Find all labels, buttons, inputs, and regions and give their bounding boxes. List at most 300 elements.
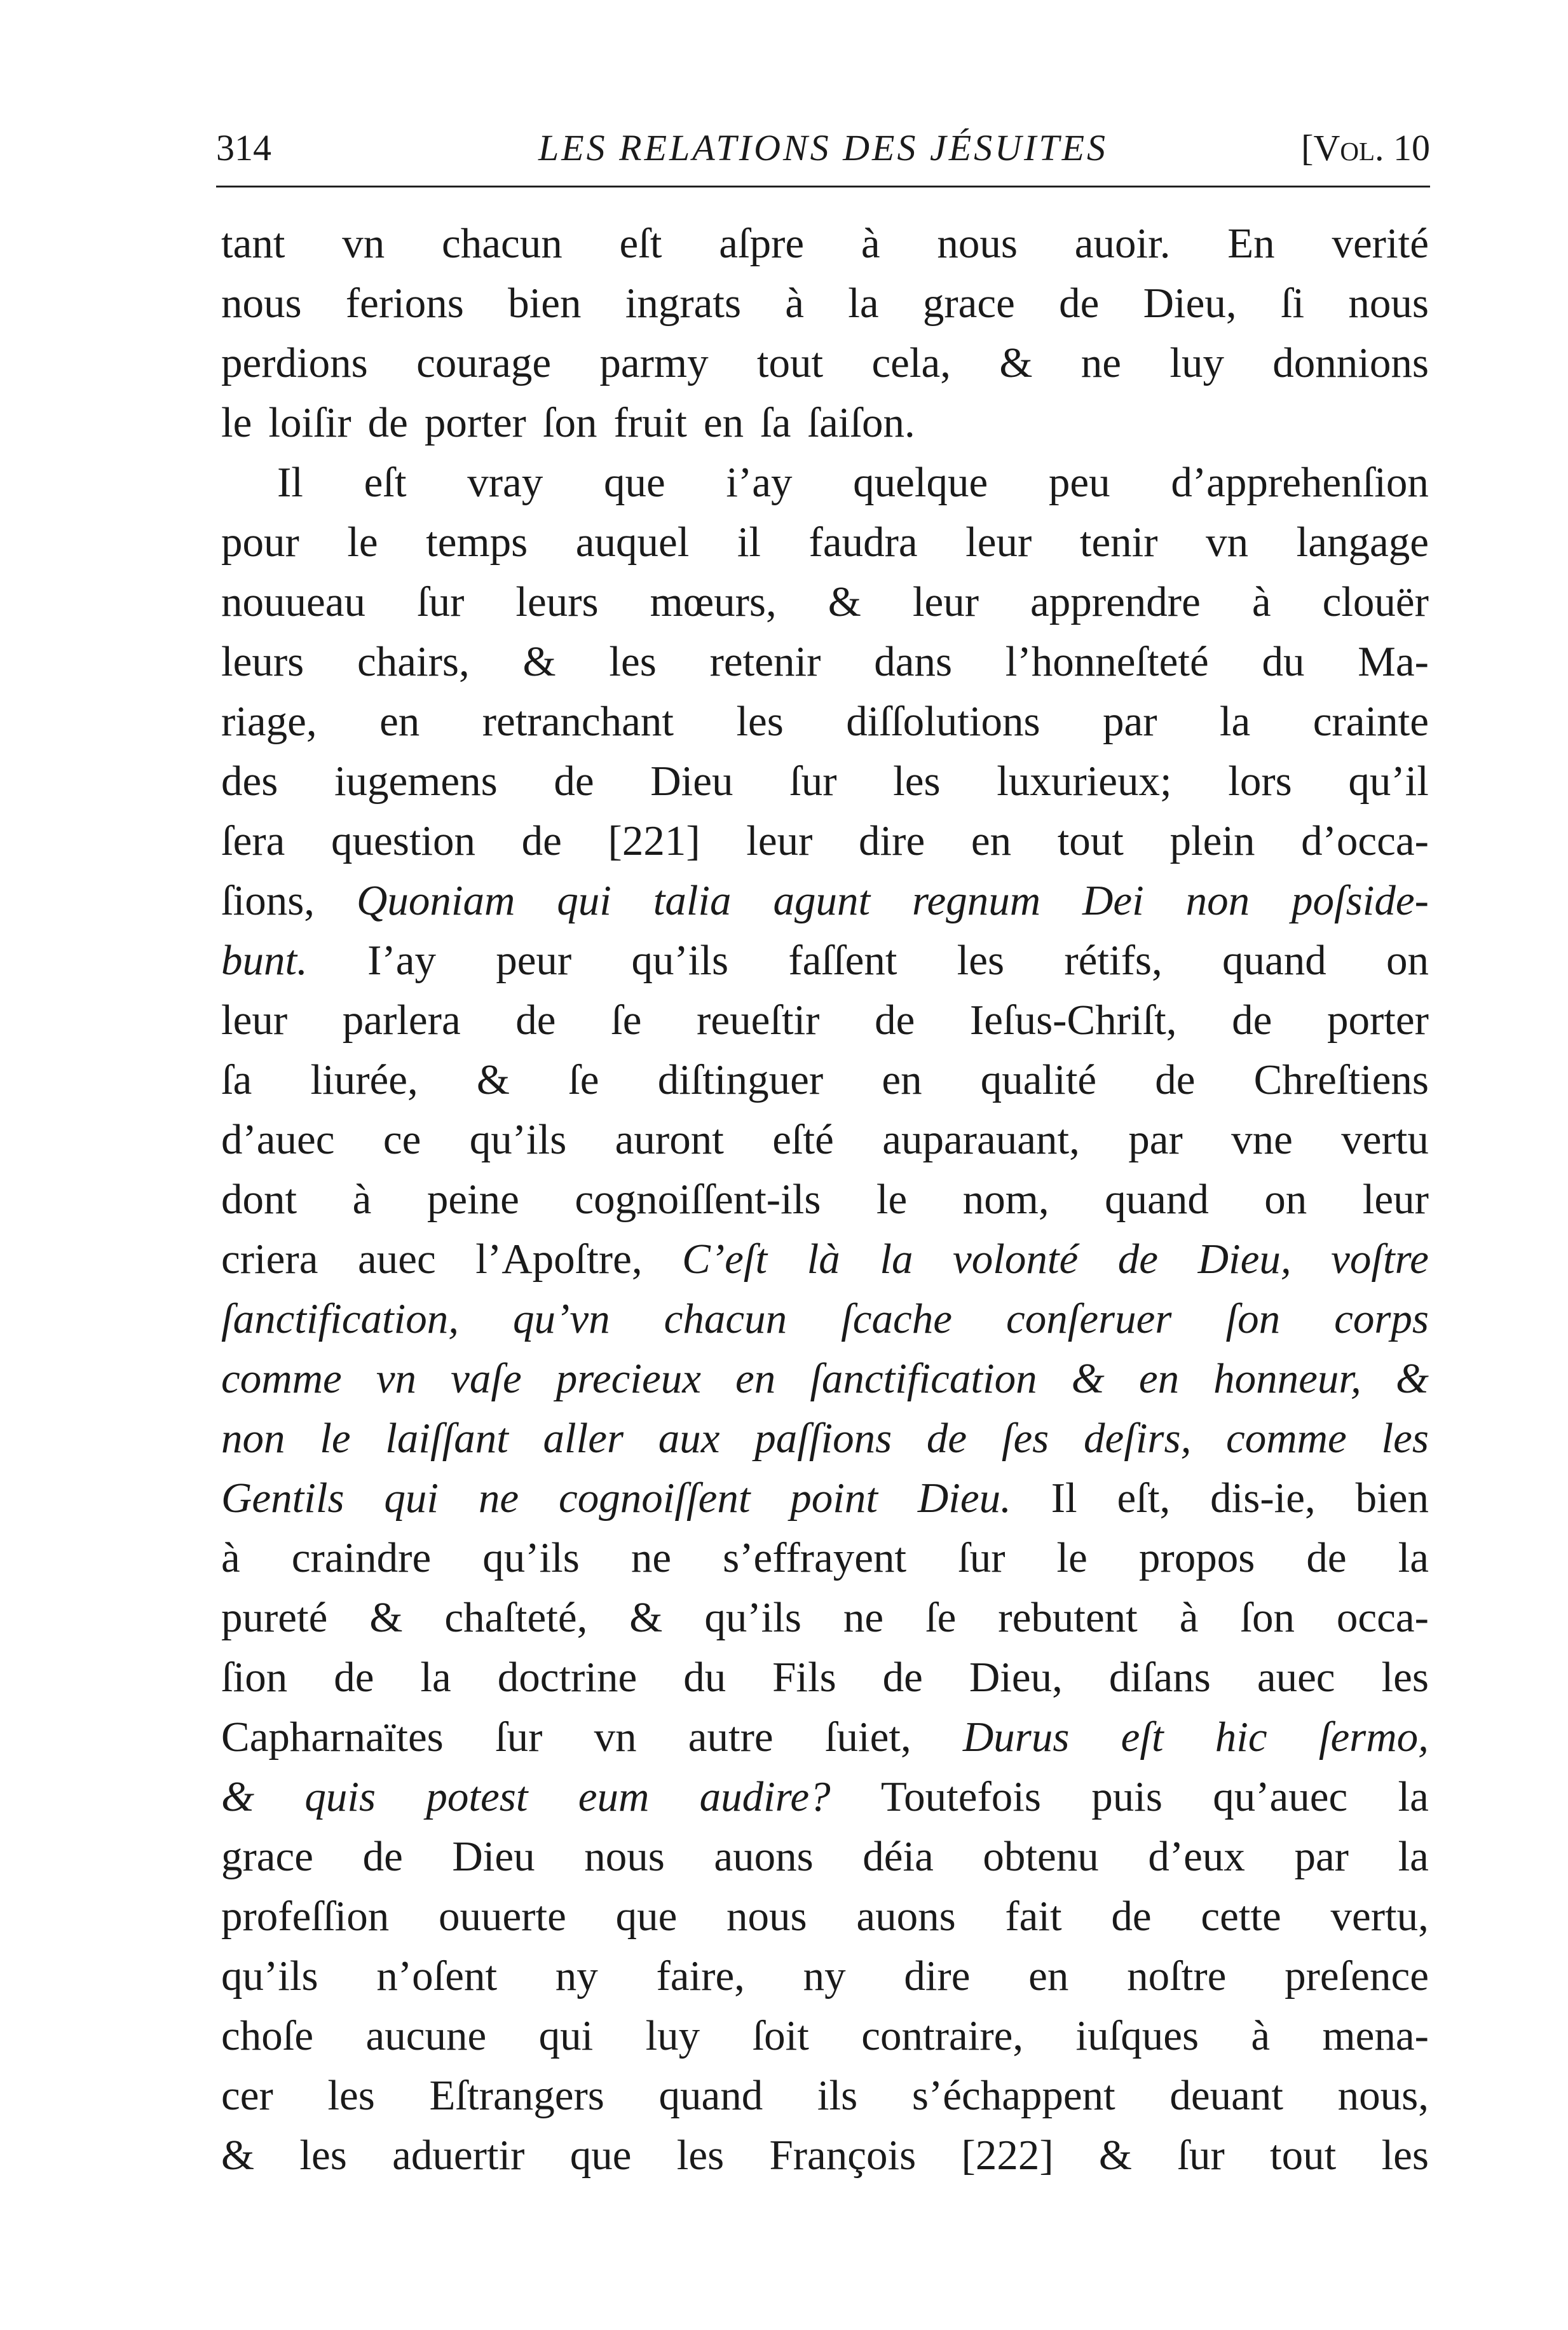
word: ne	[631, 1534, 672, 1581]
word: &	[1395, 1355, 1429, 1402]
word: peu	[1048, 459, 1110, 506]
word: poſside-	[1292, 877, 1429, 924]
text-line	[221, 1886, 1429, 1946]
word: preſence	[1285, 1952, 1429, 2000]
word: ſcache	[841, 1295, 952, 1342]
word: hic	[1215, 1713, 1267, 1761]
word: &	[999, 339, 1033, 386]
word: nous	[221, 280, 302, 327]
word: quis	[304, 1773, 376, 1820]
word: la	[1398, 1833, 1429, 1880]
word: faudra	[808, 519, 918, 566]
word: ſur	[958, 1534, 1006, 1581]
word: quand	[658, 2072, 763, 2119]
word: rétifs,	[1064, 937, 1162, 984]
word: Ieſus-Chriſt,	[969, 997, 1177, 1044]
word: cela,	[871, 339, 951, 386]
word: Dieu	[452, 1833, 535, 1880]
text-line	[221, 453, 1429, 512]
word: ſon	[1240, 1594, 1295, 1641]
word: leurs	[221, 638, 304, 685]
word: ouuerte	[438, 1893, 566, 1940]
word: potest	[426, 1773, 528, 1820]
text-line	[221, 990, 1429, 1050]
word: non	[1185, 877, 1250, 924]
word: dire	[859, 817, 925, 864]
text-line	[221, 1528, 1429, 1588]
word: contraire,	[861, 2012, 1024, 2059]
word: bunt.	[221, 937, 308, 984]
word: profeſſion	[221, 1893, 390, 1940]
word: Ma-	[1358, 638, 1429, 685]
word: peur	[496, 937, 572, 984]
word: tout	[1057, 817, 1124, 864]
word: luy	[645, 2012, 700, 2059]
body-text	[221, 214, 1429, 2185]
word: parmy	[599, 339, 709, 386]
word: cer	[221, 2072, 273, 2119]
word: ſi	[1280, 280, 1305, 327]
word: déia	[862, 1833, 934, 1880]
word: quand	[1222, 937, 1326, 984]
word: les	[327, 2072, 375, 2119]
text-line	[221, 1169, 1429, 1229]
word: ſions,	[221, 877, 315, 924]
word: choſe	[221, 2012, 314, 2059]
word: precieux	[556, 1355, 701, 1402]
word: audire?	[699, 1773, 831, 1820]
word: à	[1251, 2012, 1271, 2059]
word: nous	[937, 220, 1018, 267]
word: &	[828, 578, 861, 625]
word: chacun	[442, 220, 562, 267]
word: C’eſt	[682, 1236, 768, 1283]
word: qu’ils	[469, 1116, 567, 1163]
word: de	[1111, 1893, 1152, 1940]
text-line	[221, 1827, 1429, 1886]
word: grace	[922, 280, 1015, 327]
word: &	[1071, 1355, 1105, 1402]
word: les	[957, 937, 1005, 984]
word: ſur	[1177, 2132, 1225, 2179]
word: vertu	[1341, 1116, 1429, 1163]
word: ſe	[611, 997, 642, 1044]
word: de	[1306, 1534, 1347, 1581]
text-line	[221, 871, 1429, 930]
word: ſanctification,	[221, 1295, 460, 1342]
word: Dieu,	[1197, 1236, 1292, 1283]
word: qui	[538, 2012, 594, 2059]
word: loiſir	[268, 399, 351, 446]
word: tout	[756, 339, 824, 386]
word: criera	[221, 1236, 318, 1283]
word: ſoit	[752, 2012, 809, 2059]
word: chairs,	[357, 638, 470, 685]
word: nom,	[962, 1176, 1049, 1223]
word: volonté	[953, 1236, 1079, 1283]
word: d’apprehenſion	[1171, 459, 1429, 506]
word: i’ay	[726, 459, 793, 506]
word: ingrats	[625, 280, 742, 327]
volume-label: [Vol. 10	[1301, 127, 1430, 168]
word: ce	[383, 1116, 421, 1163]
word: honneur,	[1213, 1355, 1361, 1402]
text-line	[221, 692, 1429, 751]
word: point	[790, 1475, 878, 1522]
word: Durus	[962, 1713, 1070, 1761]
word: ny	[555, 1952, 598, 2000]
word: perdions	[221, 339, 368, 386]
word: tant	[221, 220, 285, 267]
word: &	[629, 1594, 663, 1641]
word: question	[331, 817, 476, 864]
word: vn	[1206, 519, 1249, 566]
word: Dieu,	[969, 1654, 1063, 1701]
word: conſeruer	[1006, 1295, 1172, 1342]
word: talia	[653, 877, 732, 924]
text-line	[221, 214, 1429, 273]
word: eſt	[1121, 1713, 1164, 1761]
word: eſt	[619, 220, 662, 267]
word: de	[926, 1415, 967, 1462]
word: faire,	[656, 1952, 745, 2000]
word: nous	[726, 1893, 807, 1940]
word: retranchant	[482, 698, 674, 745]
word: ny	[803, 1952, 846, 2000]
word: Fils	[772, 1654, 836, 1701]
word: aux	[658, 1415, 720, 1462]
text-line	[221, 2125, 1429, 2185]
word: donnions	[1272, 339, 1429, 386]
word: la	[848, 280, 879, 327]
word: &	[369, 1594, 403, 1641]
word: la	[880, 1236, 913, 1283]
text-line	[221, 1229, 1429, 1289]
word: s’effrayent	[723, 1534, 907, 1581]
word: tenir	[1079, 519, 1158, 566]
text-line	[221, 1707, 1429, 1767]
word: luy	[1169, 339, 1224, 386]
word: vn	[594, 1713, 637, 1761]
text-line	[221, 1050, 1429, 1110]
word: de	[367, 399, 408, 446]
word: &	[221, 1773, 255, 1820]
word: &	[522, 638, 556, 685]
word: leurs	[515, 578, 599, 625]
word: auons	[856, 1893, 956, 1940]
word: eſt	[364, 459, 407, 506]
word: la	[1398, 1534, 1429, 1581]
word: l’honneſteté	[1005, 638, 1209, 685]
text-line	[221, 1588, 1429, 1647]
word: par	[1128, 1116, 1183, 1163]
word: liurée,	[310, 1056, 418, 1103]
word: cognoiſſent	[559, 1475, 751, 1522]
header-rule	[216, 186, 1430, 187]
word: de	[362, 1833, 403, 1880]
word: nous	[1348, 280, 1429, 327]
word: aſpre	[719, 220, 805, 267]
word: diſans	[1108, 1654, 1211, 1701]
word: eum	[578, 1773, 650, 1820]
word: riage,	[221, 698, 317, 745]
word: les	[676, 2132, 725, 2179]
word: vertu,	[1330, 1893, 1429, 1940]
page-number: 314	[216, 127, 271, 168]
text-line	[221, 811, 1429, 871]
word: mena-	[1322, 2012, 1429, 2059]
word: craindre	[291, 1534, 432, 1581]
word: par	[1294, 1833, 1349, 1880]
word: le	[347, 519, 378, 566]
word: de	[882, 1654, 923, 1701]
word: voſtre	[1331, 1236, 1429, 1283]
word: comme	[221, 1355, 342, 1402]
word: en	[882, 1056, 922, 1103]
word: auront	[615, 1116, 724, 1163]
word: mœurs,	[650, 578, 777, 625]
word: qu’ils	[482, 1534, 580, 1581]
word: deuant	[1169, 2072, 1284, 2119]
word: auparauant,	[882, 1116, 1080, 1163]
word: Il	[1051, 1475, 1077, 1522]
word: à	[785, 280, 805, 327]
word: auoir.	[1074, 220, 1171, 267]
word: le	[320, 1415, 351, 1462]
word: les	[736, 698, 784, 745]
text-line	[221, 930, 1429, 990]
word: non	[221, 1415, 285, 1462]
word: les	[1381, 2132, 1429, 2179]
word: le	[1056, 1534, 1087, 1581]
word: dire	[904, 1952, 971, 2000]
word: les	[1381, 1654, 1429, 1701]
word: rebutent	[998, 1594, 1138, 1641]
word: iugemens	[334, 758, 498, 805]
word: vray	[467, 459, 543, 506]
word: Dei	[1082, 877, 1144, 924]
word: à	[221, 1534, 240, 1581]
running-head	[216, 119, 1430, 177]
word: ſanctification	[810, 1355, 1037, 1402]
text-line	[221, 2006, 1429, 2066]
word: par	[1102, 698, 1157, 745]
word: eſté	[772, 1116, 834, 1163]
word: la	[1219, 698, 1251, 745]
word: doctrine	[497, 1654, 637, 1701]
word: vn	[376, 1355, 417, 1402]
word: que	[603, 459, 665, 506]
word: de	[515, 997, 556, 1044]
word: là	[807, 1236, 840, 1283]
word: Dieu	[650, 758, 733, 805]
word: le	[876, 1176, 908, 1223]
word: d’occa-	[1301, 817, 1429, 864]
word: qu’il	[1348, 758, 1429, 805]
word: on	[1264, 1176, 1307, 1223]
word: ſon	[542, 399, 597, 446]
word: les	[893, 758, 941, 805]
word: dans	[874, 638, 953, 685]
word: courage	[416, 339, 552, 386]
word: corps	[1334, 1295, 1429, 1342]
word: obtenu	[983, 1833, 1099, 1880]
word: vn	[342, 220, 385, 267]
word: peine	[426, 1176, 519, 1223]
word: en	[971, 817, 1012, 864]
word: langage	[1296, 519, 1429, 566]
word: de	[1059, 280, 1100, 327]
word: le	[221, 399, 252, 446]
word: fruit	[613, 399, 687, 446]
word: chacun	[664, 1295, 787, 1342]
word: on	[1386, 937, 1429, 984]
word: tout	[1270, 2132, 1337, 2179]
word: Capharnaïtes	[221, 1713, 444, 1761]
word: François	[769, 2132, 917, 2179]
word: autre	[688, 1713, 774, 1761]
word: il	[737, 519, 761, 566]
text-line	[221, 333, 1429, 393]
word: ſa	[221, 1056, 252, 1103]
word: leur	[1362, 1176, 1429, 1223]
word: bien	[1355, 1475, 1429, 1522]
text-line	[221, 632, 1429, 692]
word: chaſteté,	[444, 1594, 588, 1641]
word: ſon	[1225, 1295, 1281, 1342]
word: retenir	[709, 638, 821, 685]
text-line	[221, 1349, 1429, 1408]
word: des	[221, 758, 278, 805]
word: ſe	[568, 1056, 599, 1103]
word: leur	[912, 578, 979, 625]
word: bien	[508, 280, 582, 327]
text-line	[221, 393, 1429, 453]
word: ſur	[789, 758, 837, 805]
word: iuſques	[1075, 2012, 1199, 2059]
word: du	[1262, 638, 1305, 685]
text-line	[221, 273, 1429, 333]
text-line	[221, 512, 1429, 572]
word: de	[1155, 1056, 1196, 1103]
word: de	[334, 1654, 374, 1701]
running-title: LES RELATIONS DES JÉSUITES	[538, 127, 1108, 168]
word: dis-ie,	[1210, 1475, 1316, 1522]
word: grace	[221, 1833, 314, 1880]
word: occa-	[1336, 1594, 1429, 1641]
word: &	[476, 1056, 510, 1103]
word: porter	[1326, 997, 1429, 1044]
word: nous,	[1337, 2072, 1429, 2119]
word: de	[554, 758, 594, 805]
word: paſſions	[754, 1415, 892, 1462]
word: ſur	[416, 578, 465, 625]
word: Eſtrangers	[429, 2072, 604, 2119]
word: ſera	[221, 817, 285, 864]
word: vaſe	[451, 1355, 522, 1402]
word: apprendre	[1030, 578, 1201, 625]
word: leur	[221, 997, 288, 1044]
word: l’Apoſtre,	[475, 1236, 643, 1283]
word: fait	[1005, 1893, 1062, 1940]
word: pour	[221, 519, 299, 566]
word: lors	[1228, 758, 1292, 805]
word: clouër	[1322, 578, 1429, 625]
word: les	[609, 638, 657, 685]
word: noſtre	[1127, 1952, 1227, 2000]
word: de	[521, 817, 562, 864]
word: les	[1381, 1415, 1429, 1462]
word: de	[875, 997, 915, 1044]
word: à	[352, 1176, 372, 1223]
word: à	[1251, 578, 1271, 625]
word: Dieu,	[1143, 280, 1237, 327]
word: que	[615, 1893, 678, 1940]
word: [221]	[608, 817, 700, 864]
word: ne	[478, 1475, 519, 1522]
word: agunt	[773, 877, 871, 924]
word: I’ay	[367, 937, 436, 984]
word: d’auec	[221, 1116, 335, 1163]
word: laiſſant	[385, 1415, 508, 1462]
word: à	[861, 220, 880, 267]
text-line	[221, 572, 1429, 632]
word: en	[379, 698, 420, 745]
word: cognoiſſent-ils	[575, 1176, 821, 1223]
word: auec	[1257, 1654, 1335, 1701]
word: ſe	[925, 1594, 957, 1641]
word: à	[1179, 1594, 1199, 1641]
word: propos	[1138, 1534, 1255, 1581]
word: Dieu.	[917, 1475, 1011, 1522]
word: parlera	[342, 997, 461, 1044]
word: cette	[1201, 1893, 1281, 1940]
word: leur	[746, 817, 813, 864]
word: ne	[843, 1594, 884, 1641]
word: &	[1098, 2132, 1133, 2179]
text-line	[221, 751, 1429, 811]
word: eſt,	[1117, 1475, 1171, 1522]
word: ils	[817, 2072, 858, 2119]
word: &	[221, 2132, 255, 2179]
word: dont	[221, 1176, 297, 1223]
text-line	[221, 1647, 1429, 1707]
word: en	[703, 399, 744, 446]
word: reueſtir	[697, 997, 820, 1044]
word: ſa	[760, 399, 791, 446]
word: ferions	[345, 280, 464, 327]
word: temps	[426, 519, 528, 566]
word: n’oſent	[376, 1952, 498, 2000]
word: vne	[1231, 1116, 1293, 1163]
word: En	[1227, 220, 1275, 267]
word: ſermo,	[1318, 1713, 1429, 1761]
text-line	[221, 1767, 1429, 1827]
word: qui	[384, 1475, 439, 1522]
word: ſaiſon.	[807, 399, 915, 446]
word: qualité	[980, 1056, 1097, 1103]
text-line	[221, 2066, 1429, 2125]
word: quand	[1105, 1176, 1209, 1223]
word: aucune	[365, 2012, 487, 2059]
word: qu’ils	[221, 1952, 318, 2000]
text-line	[221, 1408, 1429, 1468]
word: ſes	[1001, 1415, 1049, 1462]
word: qu’vn	[513, 1295, 610, 1342]
text-line	[221, 1946, 1429, 2006]
word: en	[1028, 1952, 1069, 2000]
word: quelque	[853, 459, 988, 506]
